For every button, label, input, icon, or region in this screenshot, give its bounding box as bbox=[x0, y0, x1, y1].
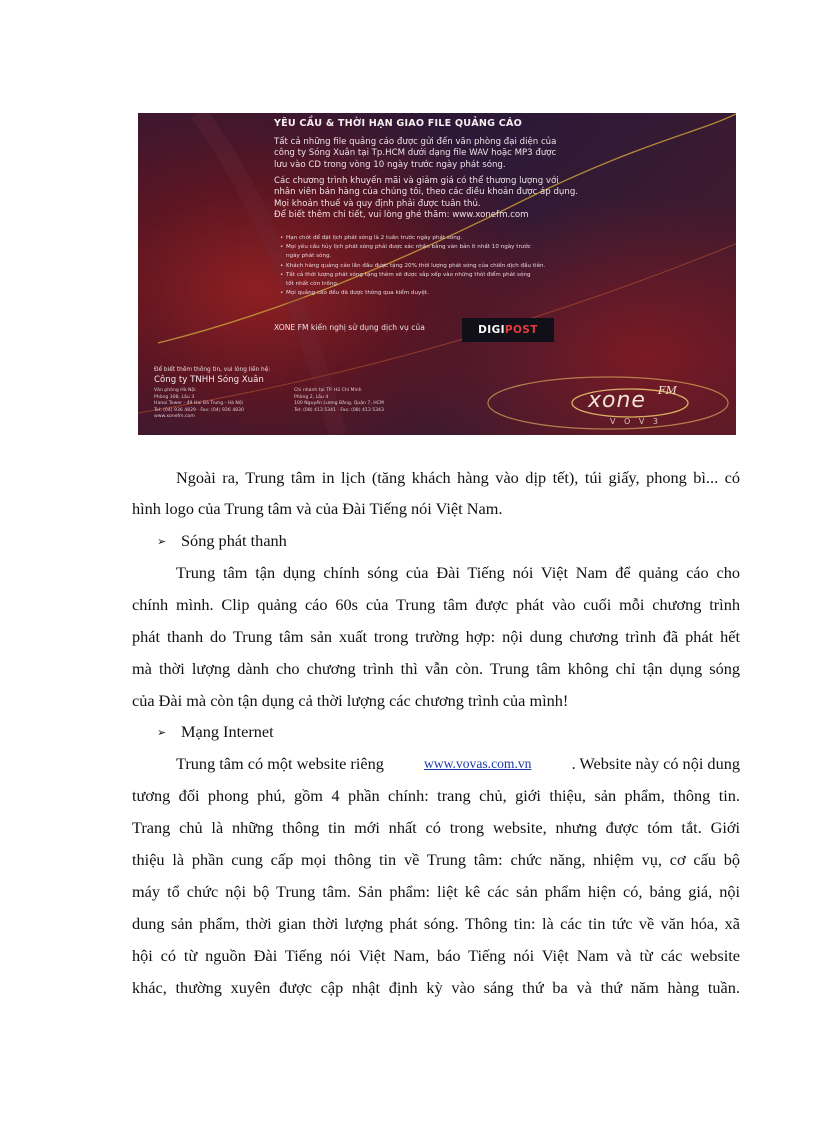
ad-contact-heading: Để biết thêm thông tin, vui lòng liên hệ: bbox=[154, 367, 271, 373]
paragraph-3-line-8: khác, thường xuyên được cập nhật định kỳ vào sáng thứ ba và thứ năm hàng tuần. bbox=[132, 978, 740, 997]
ad-small-line: Tel: (04) 936 4829 · Fax: (04) 936 4830 bbox=[154, 407, 244, 413]
paragraph-2-line-3: phát thanh do Trung tâm sản xuất trong trường hợp: nội dung chương trình đã phát hết bbox=[132, 627, 740, 646]
paragraph-1-line-2: hình logo của Trung tâm và của Đài Tiếng nói Việt Nam. bbox=[132, 499, 503, 518]
ad-hanoi-office bbox=[154, 388, 244, 421]
paragraph-3-line-2: tương đối phong phú, gồm 4 phần chính: trang chủ, giới thiệu, sản phẩm, thông tin. bbox=[132, 786, 740, 805]
paragraph-3-line-4: thiệu là phần cung cấp mọi thông tin về Trung tâm: chức năng, nhiệm vụ, cơ cấu bộ bbox=[132, 850, 740, 869]
ad-bullet-item: • Mọi yêu cầu hủy lịch phát sóng phải được xác nhận bằng văn bản ít nhất 10 ngày trước bbox=[286, 243, 545, 252]
ad-bullet-item: • Khách hàng quảng cáo lần đầu được tặng 20% thời lượng phát sóng của chiến dịch đầu tiên. bbox=[286, 262, 545, 271]
paragraph-3-line-3: Trang chủ là những thông tin mới nhất có trong website, nhưng được tóm tắt. Giới bbox=[132, 818, 740, 837]
ad-text-line: nhân viên bán hàng của chúng tôi, theo các điều khoản được áp dụng. bbox=[274, 187, 578, 198]
ad-small-line: 100 Nguyễn Lương Bằng, Quận 7, HCM bbox=[294, 401, 384, 407]
ad-bullet-item-cont: tốt nhất còn trống. bbox=[286, 281, 339, 288]
paragraph-3-line-7: hội có từ nguồn Đài Tiếng nói Việt Nam, báo Tiếng nói Việt Nam và từ các website bbox=[132, 946, 740, 965]
ad-title: YÊU CẦU & THỜI HẠN GIAO FILE QUẢNG CÁO bbox=[274, 118, 522, 129]
bullet-song-phat-thanh bbox=[157, 531, 765, 552]
ad-text-line: Mọi khoản thuế và quy định phải được tuân thủ. bbox=[274, 198, 481, 209]
ad-paragraph-1 bbox=[274, 137, 556, 171]
paragraph-2-line-2: chính mình. Clip quảng cáo 60s của Trung tâm được phát vào cuối mỗi chương trình bbox=[132, 595, 740, 614]
advertisement-image bbox=[138, 113, 736, 435]
digipost-logo bbox=[462, 318, 554, 342]
digipost-logo-part-b: POST bbox=[504, 324, 538, 336]
xonefm-logo-sub: V O V 3 bbox=[610, 417, 661, 426]
digipost-logo-part-a: DIGI bbox=[478, 324, 505, 336]
ad-text-line: Để biết thêm chi tiết, vui lòng ghé thăm: www.xonefm.com bbox=[274, 209, 529, 220]
ad-small-line: Văn phòng Hà Nội bbox=[154, 388, 196, 393]
ad-bullet-item-cont: ngày phát sóng. bbox=[286, 253, 332, 260]
arrow-bullet-icon: ➢ bbox=[157, 726, 167, 739]
ad-bullet-item: • Tất cả thời lượng phát sóng tặng thêm sẽ được sắp xếp vào những thời điểm phát sóng bbox=[286, 271, 545, 280]
paragraph-2-line-1: Trung tâm tận dụng chính sóng của Đài Tiếng nói Việt Nam để quảng cáo cho bbox=[176, 563, 740, 582]
paragraph-3-line-6: dung sản phẩm, thời gian thời lượng phát sóng. Thông tin: là các tin tức về văn hóa, xã bbox=[132, 914, 740, 933]
ad-company-name: Công ty TNHH Sóng Xuân bbox=[154, 375, 264, 385]
bullet-label: Mạng Internet bbox=[181, 722, 274, 741]
paragraph-1-line-1: Ngoài ra, Trung tâm in lịch (tăng khách hàng vào dịp tết), túi giấy, phong bì... có bbox=[176, 468, 740, 487]
bullet-mang-internet bbox=[157, 722, 765, 743]
ad-text-line: lưu vào CD trong vòng 10 ngày trước ngày phát sóng. bbox=[274, 159, 506, 170]
ad-bullet-item: • Hạn chót để đặt lịch phát sóng là 2 tuần trước ngày phát sóng. bbox=[286, 234, 545, 243]
ad-small-line: Hanoi Tower - 49 Hai Bà Trưng - Hà Nội bbox=[154, 401, 243, 407]
ad-text-line: Tất cả những file quảng cáo được gửi đến văn phòng đại diện của bbox=[274, 137, 557, 147]
arrow-bullet-icon: ➢ bbox=[157, 535, 167, 548]
paragraph-text: . Website này có nội dung bbox=[571, 754, 740, 773]
paragraph-2-line-5: của Đài mà còn tận dụng cả thời lượng các chương trình của mình! bbox=[132, 691, 569, 710]
paragraph-2-line-4: mà thời lượng dành cho chương trình thì vẫn còn. Trung tâm không chỉ tận dụng sóng bbox=[132, 659, 740, 678]
ad-small-line: Phòng 308, Lầu 3 bbox=[154, 394, 195, 400]
ad-text-line: Các chương trình khuyến mãi và giảm giá có thể thương lượng với bbox=[274, 176, 559, 186]
xonefm-logo bbox=[566, 383, 696, 429]
website-link[interactable]: www.vovas.com.vn bbox=[423, 756, 532, 771]
ad-small-line: www.xonefm.com bbox=[154, 414, 195, 420]
ad-small-line: Phòng 2, Lầu 4 bbox=[294, 394, 329, 400]
ad-text-line: công ty Sóng Xuân tại Tp.HCM dưới dạng file WAV hoặc MP3 được bbox=[274, 148, 557, 159]
bullet-label: Sóng phát thanh bbox=[181, 531, 287, 550]
xonefm-logo-fm: FM bbox=[658, 384, 677, 397]
paragraph-3-line-1 bbox=[176, 754, 740, 774]
ad-xone-line: XONE FM kiến nghị sử dụng dịch vụ của bbox=[274, 323, 425, 332]
ad-small-line: Tel: (08) 413 5341 · Fax: (08) 413 5343 bbox=[294, 407, 384, 413]
ad-hcm-office bbox=[294, 388, 384, 414]
paragraph-text: Trung tâm có một website riêng bbox=[176, 754, 384, 773]
paragraph-3-line-5: máy tổ chức nội bộ Trung tâm. Sản phẩm: liệt kê các sản phẩm hiện có, bảng giá, nội bbox=[132, 882, 740, 901]
ad-bullet-item: • Mọi quảng cáo đều đã được thông qua kiểm duyệt. bbox=[286, 289, 545, 298]
xonefm-logo-text: xone bbox=[588, 388, 646, 413]
ad-small-line: Chi nhánh tại TP. Hồ Chí Minh bbox=[294, 388, 362, 393]
ad-bullet-list bbox=[286, 234, 545, 298]
ad-paragraph-2 bbox=[274, 176, 578, 221]
